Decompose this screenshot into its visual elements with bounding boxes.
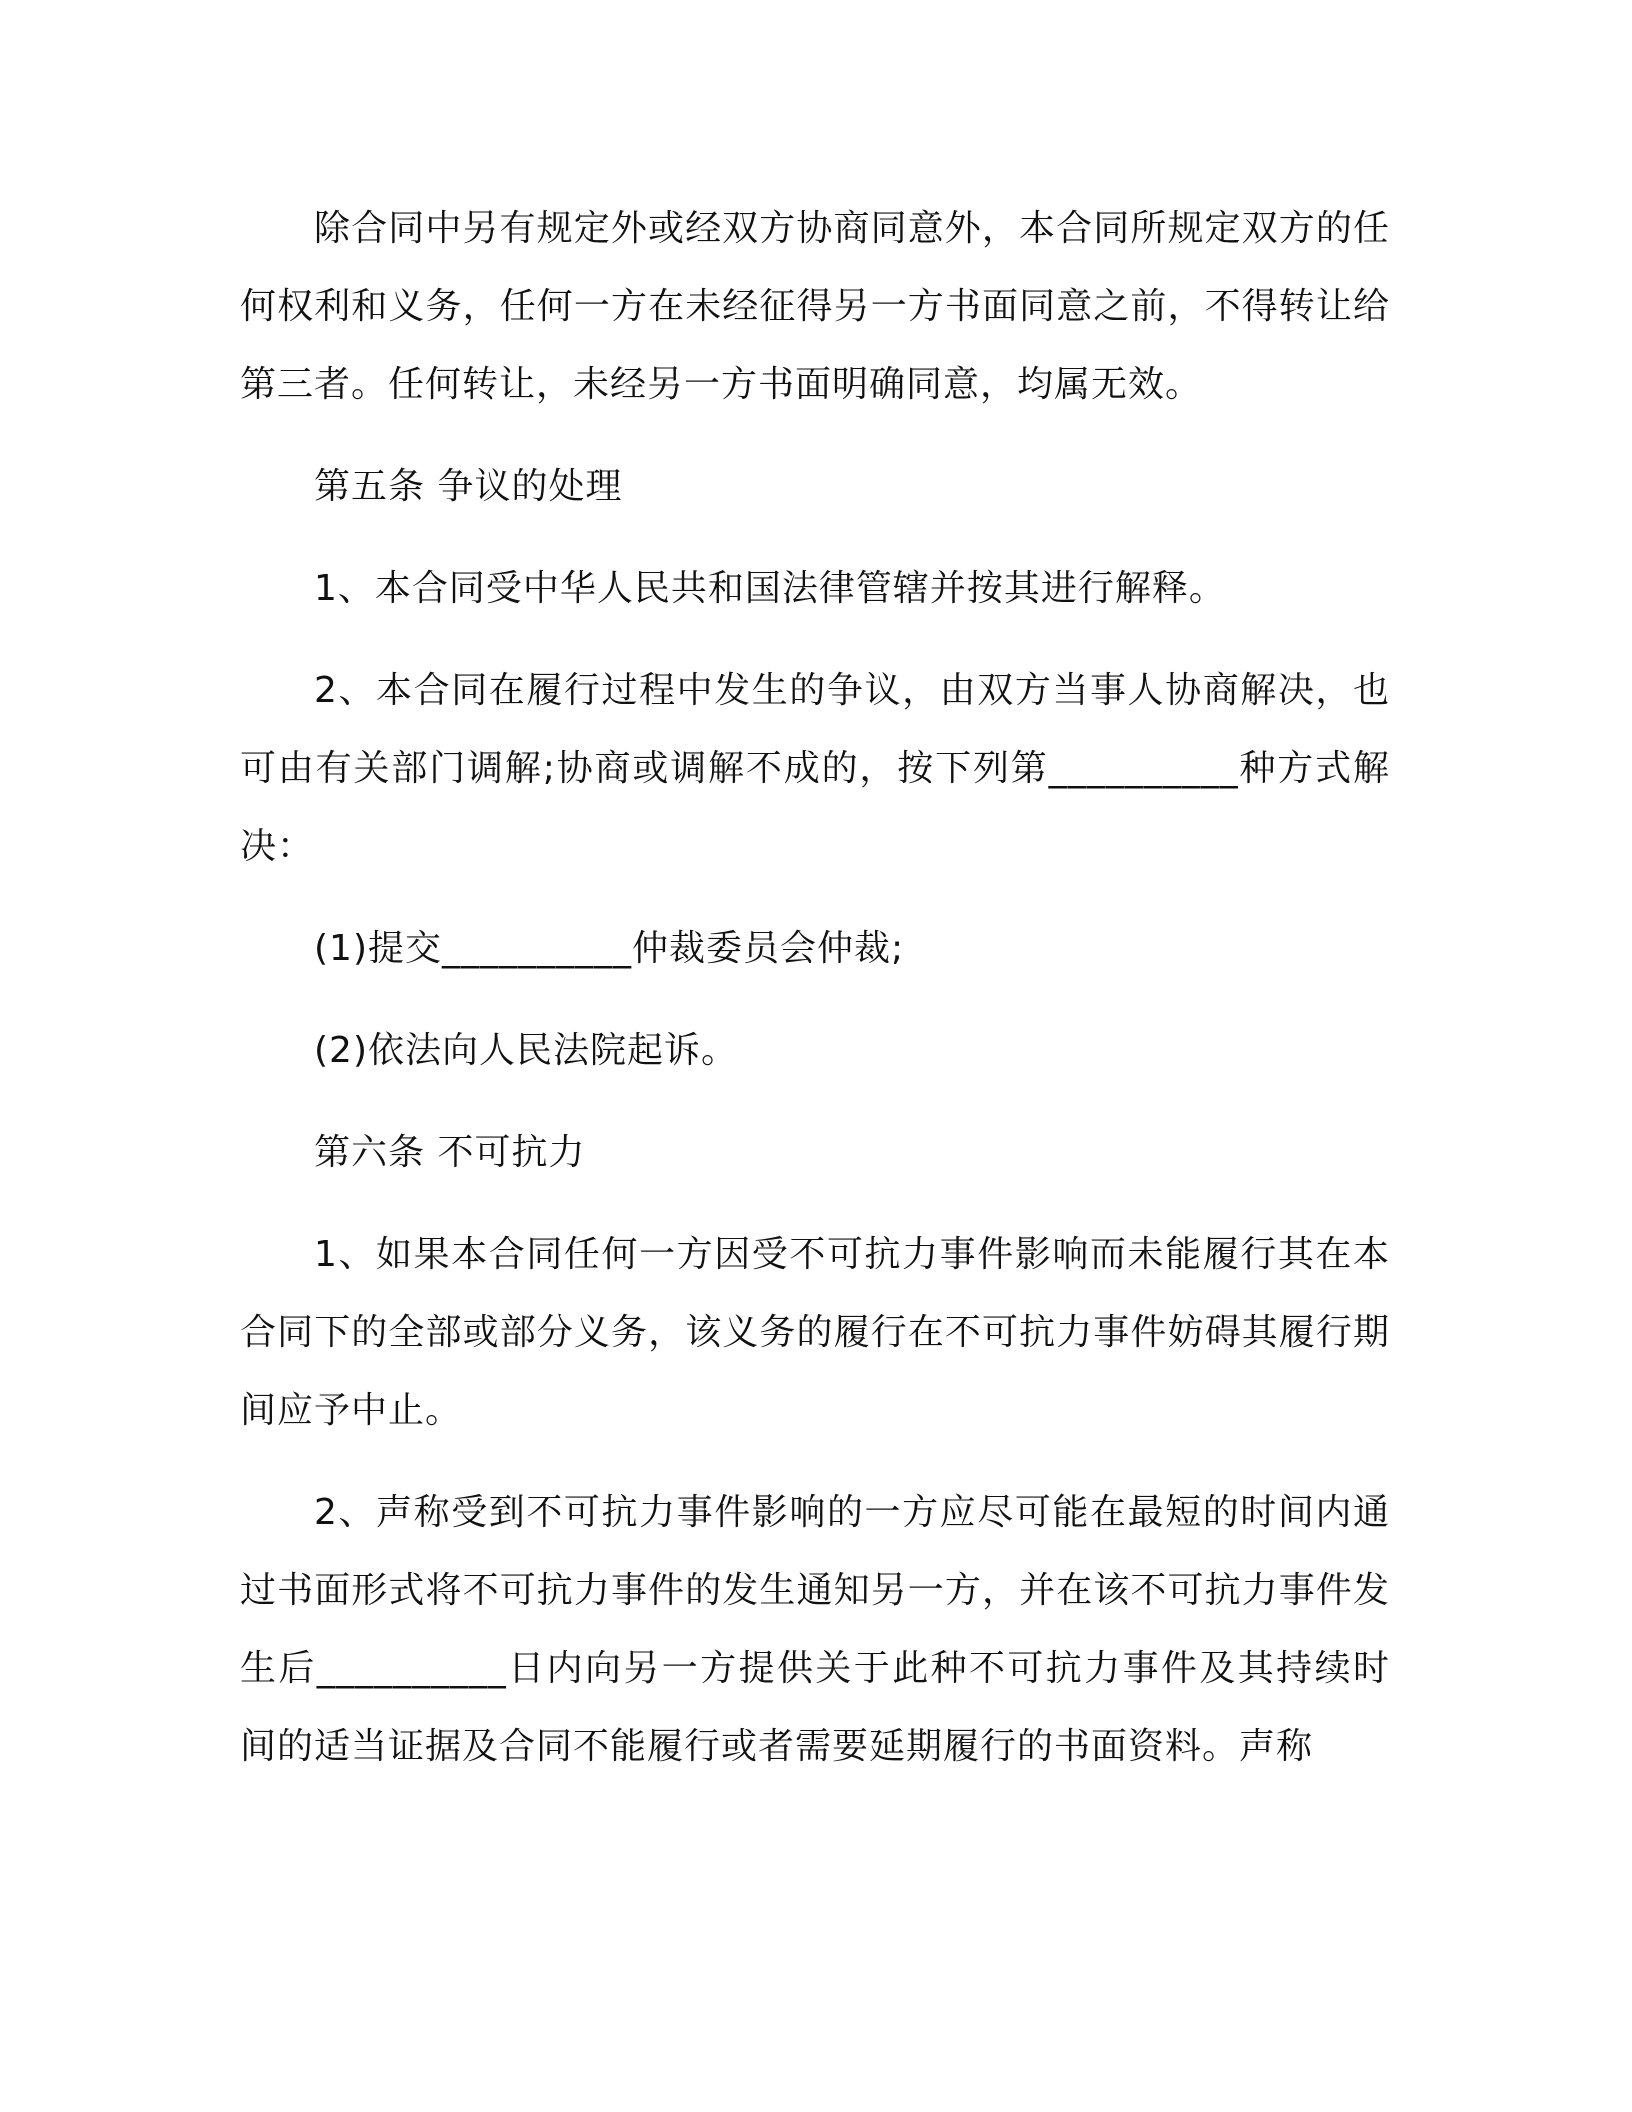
paragraph-dispute-resolution: 2、本合同在履行过程中发生的争议，由双方当事人协商解决，也可由有关部门调解;协商或调解不成的，按下列第__________种方式解决：: [240, 670, 1390, 867]
paragraph-governing-law: 1、本合同受中华人民共和国法律管辖并按其进行解释。: [314, 568, 1226, 609]
paragraph-assignment-clause: 除合同中另有规定外或经双方协商同意外，本合同所规定双方的任何权利和义务，任何一方在未经征得另一方书面同意之前，不得转让给第三者。任何转让，未经另一方书面明确同意，均属无效。: [240, 208, 1390, 405]
paragraph-arbitration-option: (1)提交__________仲裁委员会仲裁;: [314, 928, 905, 969]
document-body: [240, 190, 1390, 1810]
paragraph-force-majeure-notice: 2、声称受到不可抗力事件影响的一方应尽可能在最短的时间内通过书面形式将不可抗力事件的发生通知另一方，并在该不可抗力事件发生后__________日内向另一方提供关于此种不可抗力事件及其持续时间的适当证据及合同不能履行或者需要延期履行的书面资料。声称: [240, 1492, 1390, 1767]
paragraph-force-majeure-suspension: 1、如果本合同任何一方因受不可抗力事件影响而未能履行其在本合同下的全部或部分义务，该义务的履行在不可抗力事件妨碍其履行期间应予中止。: [240, 1234, 1390, 1431]
paragraph-litigation-option: (2)依法向人民法院起诉。: [314, 1030, 738, 1071]
section-heading-article-6: 第六条 不可抗力: [314, 1132, 586, 1173]
section-heading-article-5: 第五条 争议的处理: [314, 466, 623, 507]
